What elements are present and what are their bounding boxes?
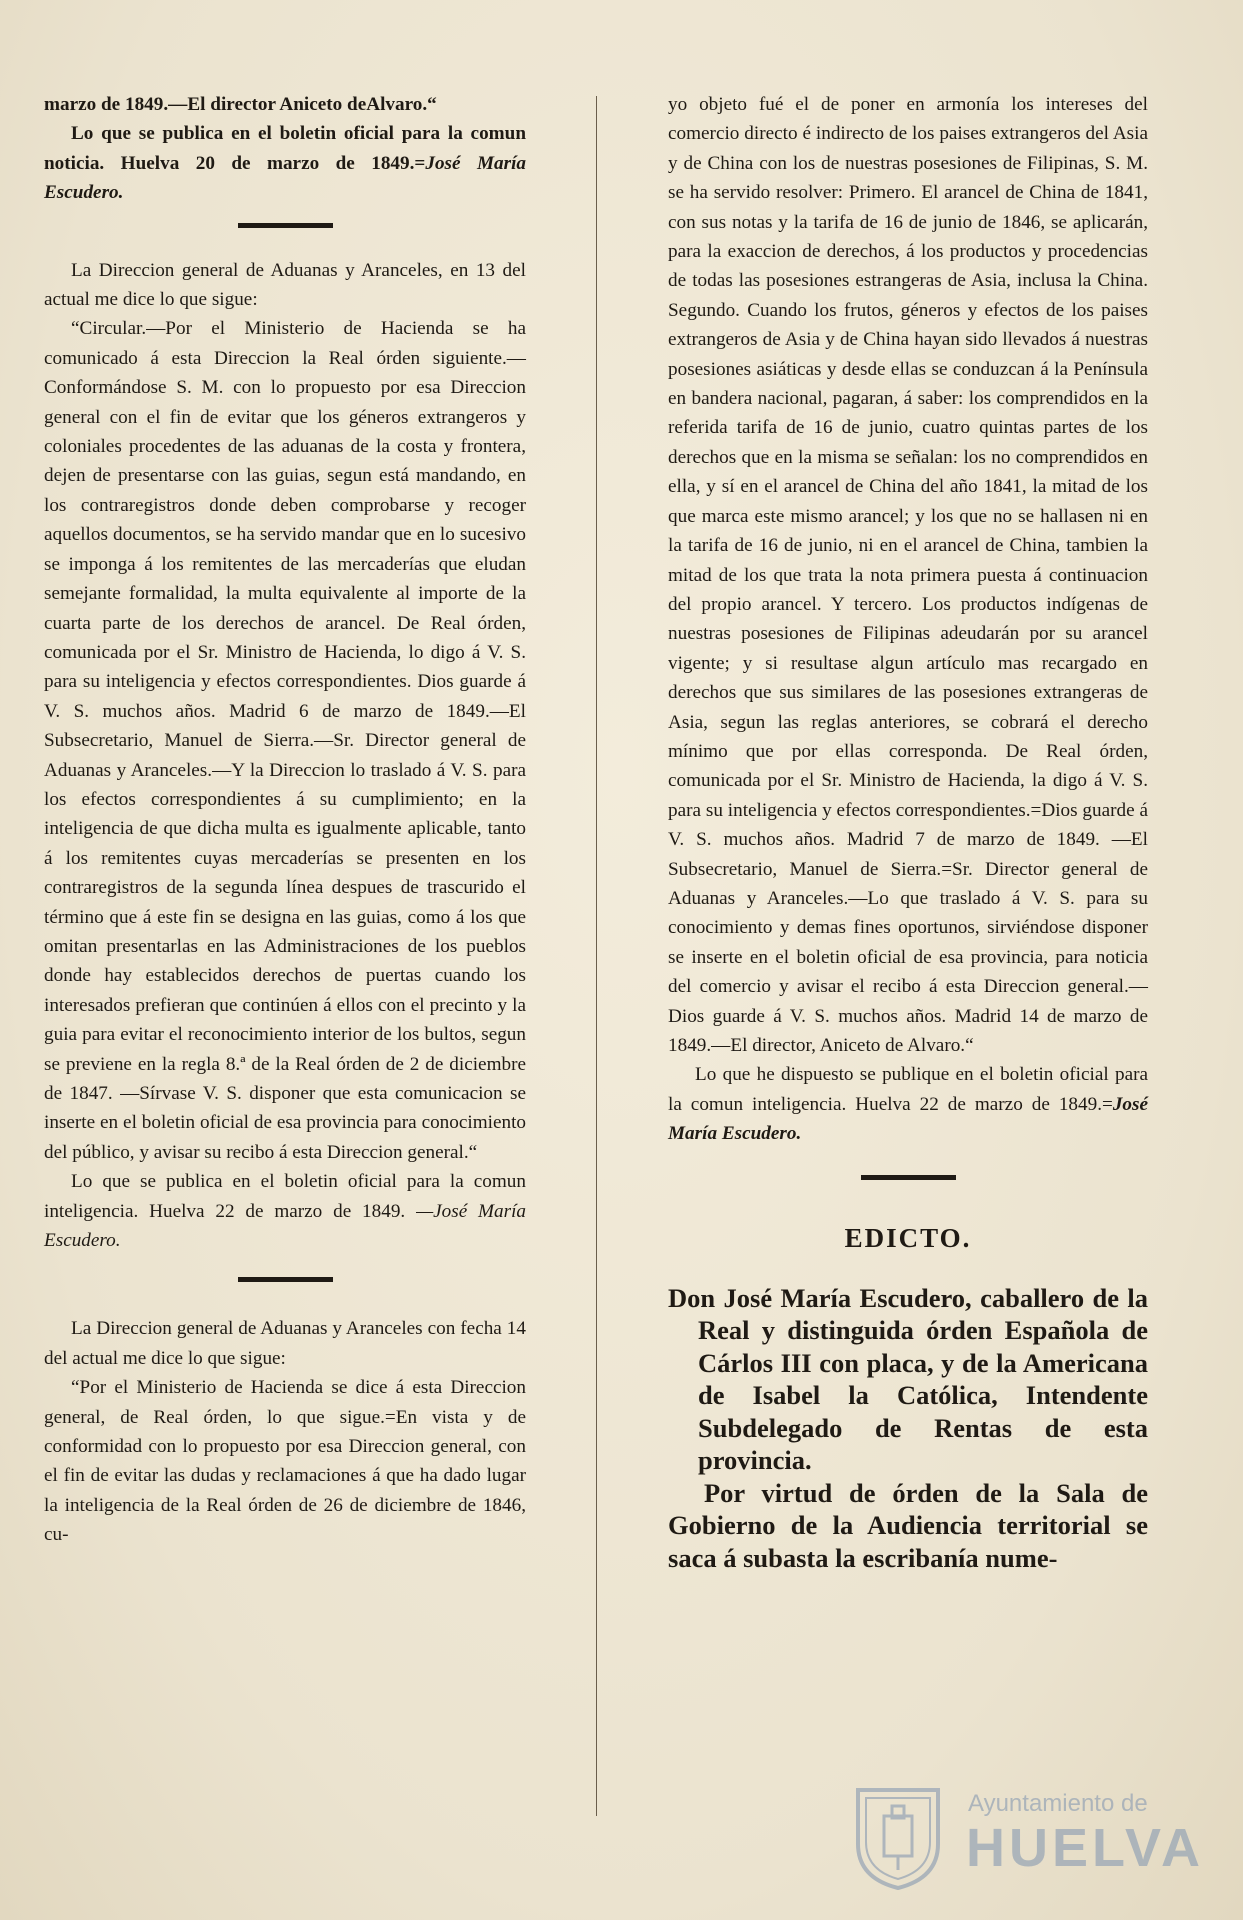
left-p2-intro: La Direccion general de Aduanas y Aranceles, en 13 del actual me dice lo que sigue:: [44, 259, 526, 311]
edict-heading-paragraph: Don José María Escudero, caballero de la Real y distinguida órden Española de Cárlos III con placa, y de la Americana de Isabel la Católica, Intendente Subdelegado de Rentas de esta provincia.: [668, 1282, 1148, 1476]
left-p1-publication-note: [44, 119, 526, 207]
right-p2-publication-note: [668, 1060, 1148, 1148]
edict-body-paragraph: Por virtud de órden de la Sala de Gobierno de la Audiencia territorial se saca á subasta la escribanía nume-: [668, 1477, 1148, 1573]
left-p4-note-text: Lo que se publica en el boletin oficial para la comun inteligencia. Huelva 22 de marzo de 1849.: [44, 1171, 526, 1222]
watermark-line1: Ayuntamiento de: [968, 1790, 1148, 1817]
left-p1-signature: José María Escudero.: [44, 152, 526, 204]
left-p6-order: “Por el Ministerio de Hacienda se dice á esta Direccion general, de Real órden, lo que sigue.=En vista y de conformidad con lo propuesto por esa Direccion general, con el fin de evitar las dudas y reclamaciones á que ha dado lugar la inteligencia de la Real órden de 26 de diciembre de 1846, cu-: [44, 1377, 526, 1546]
right-p2-note-text: Lo que he dispuesto se publique en el boletin oficial para la comun inteligencia. Huelva 22 de marzo de 1849.=: [668, 1064, 1148, 1115]
right-p2-signature: José María Escudero.: [668, 1093, 1148, 1145]
separator-rule: [238, 1277, 333, 1282]
separator-rule: [861, 1175, 956, 1180]
left-p5-intro: La Direccion general de Aduanas y Aranceles con fecha 14 del actual me dice lo que sigue:: [44, 1318, 526, 1369]
column-divider: [596, 96, 597, 1816]
left-column: [44, 90, 526, 1550]
right-column: [668, 90, 1148, 1574]
left-p1-note-text: Lo que se publica en el boletin oficial para la comun noticia. Huelva 20 de marzo de 1849.=: [44, 123, 526, 174]
right-p1-order-continued: yo objeto fué el de poner en armonía los intereses del comercio directo é indirecto de los paises extrangeros del Asia y de China con los de nuestras posesiones de Filipinas, S. M. se ha servido resolver: Primero. El arancel de China de 1841, con sus notas y la tarifa de 16 de junio de 1846, se aplicarán, para la exaccion de derechos, á los productos y procedencias de todas las posesiones estrangeras de Asia, inclusa la China. Segundo. Cuando los frutos, géneros y efectos de los paises extrangeros de Asia y de China hayan sido llevados á nuestras posesiones asiáticas y desde ellas se conduzcan á la Península en bandera nacional, pagaran, á saber: los comprendidos en la referida tarifa de 16 de junio, cuatro quintas partes de los derechos que en la misma se señalan: los no comprendidos en ella, y sí en el arancel de China del año 1841, la mitad de los que marca este mismo arancel; y los que no se hallasen ni en la tarifa de 16 de junio, ni en el arancel de China, tambien la mitad de los que trata la nota primera puesta á continuacion del propio arancel. Y tercero. Los productos indígenas de nuestras posesiones de Filipinas adeudarán por su arancel vigente; y si resultase algun artículo mas recargado en derechos que sus similares de las posesiones extrangeras de Asia, segun las reglas anteriores, se cobrará el derecho mínimo que por ellas corresponda. De Real órden, comunicada por el Sr. Ministro de Hacienda, la digo á V. S. para su inteligencia y efectos correspondientes.=Dios guarde á V. S. muchos años. Madrid 7 de marzo de 1849. —El Subsecretario, Manuel de Sierra.=Sr. Director general de Aduanas y Aranceles.—Lo que traslado á V. S. para su conocimiento y demas fines oportunos, sirviéndose disponer se inserte en el boletin oficial de esa provincia, para noticia del comercio y avisar el recibo á esta Direccion general.— Dios guarde á V. S. muchos años. Madrid 14 de marzo de 1849.—El director, Aniceto de Alvaro.“: [668, 94, 1148, 1056]
left-p1-closing: marzo de 1849.—El director Aniceto deAlvaro.“: [44, 94, 437, 115]
left-p4-publication-note: [44, 1167, 526, 1255]
separator-rule: [238, 223, 333, 228]
watermark-line2: HUELVA: [966, 1818, 1204, 1878]
watermark-stamp: [848, 1782, 1208, 1892]
edict-title: EDICTO.: [844, 1222, 972, 1253]
left-p4-signature: —José María Escudero.: [44, 1200, 527, 1252]
left-p3-circular: “Circular.—Por el Ministerio de Hacienda se ha comunicado á esta Direccion la Real órden siguiente.—Conformándose S. M. con lo propuesto por esa Direccion general con el fin de evitar que los géneros extrangeros y coloniales procedentes de las aduanas de la costa y frontera, dejen de presentarse con las guias, segun está mandando, en los contraregistros donde deben comprobarse y recoger aquellos documentos, se ha servido mandar que en lo sucesivo se imponga á los remitentes de las mercaderías que eludan semejante formalidad, la multa equivalente al importe de la cuarta parte de los derechos de arancel. De Real órden, comunicada por el Sr. Ministro de Hacienda, lo digo á V. S. para su inteligencia y efectos correspondientes. Dios guarde á V. S. muchos años. Madrid 6 de marzo de 1849.—El Subsecretario, Manuel de Sierra.—Sr. Director general de Aduanas y Aranceles.—Y la Direccion lo traslado á V. S. para los efectos correspondientes á su cumplimiento; en la inteligencia de que dicha multa es igualmente aplicable, tanto á los remitentes cuyas mercaderías se presenten en los contraregistros de la segunda línea despues de trascurido el término que á este fin se designa en las guias, como á los que omitan presentarlas en las Administraciones de los pueblos donde hay establecidos derechos de puertas cuando los interesados prefieran que continúen á ellos con el precinto y la guia para evitar el reconocimiento interior de los bultos, segun se previene en la regla 8.ª de la Real órden de 2 de diciembre de 1847. —Sírvase V. S. disponer que esta comunicacion se inserte en el boletin oficial de esa provincia para conocimiento del público, y avisar su recibo á esta Direccion general.“: [44, 318, 526, 1163]
spacer: [44, 1298, 526, 1314]
city-seal-icon: [848, 1782, 948, 1892]
spacer: [44, 244, 526, 256]
